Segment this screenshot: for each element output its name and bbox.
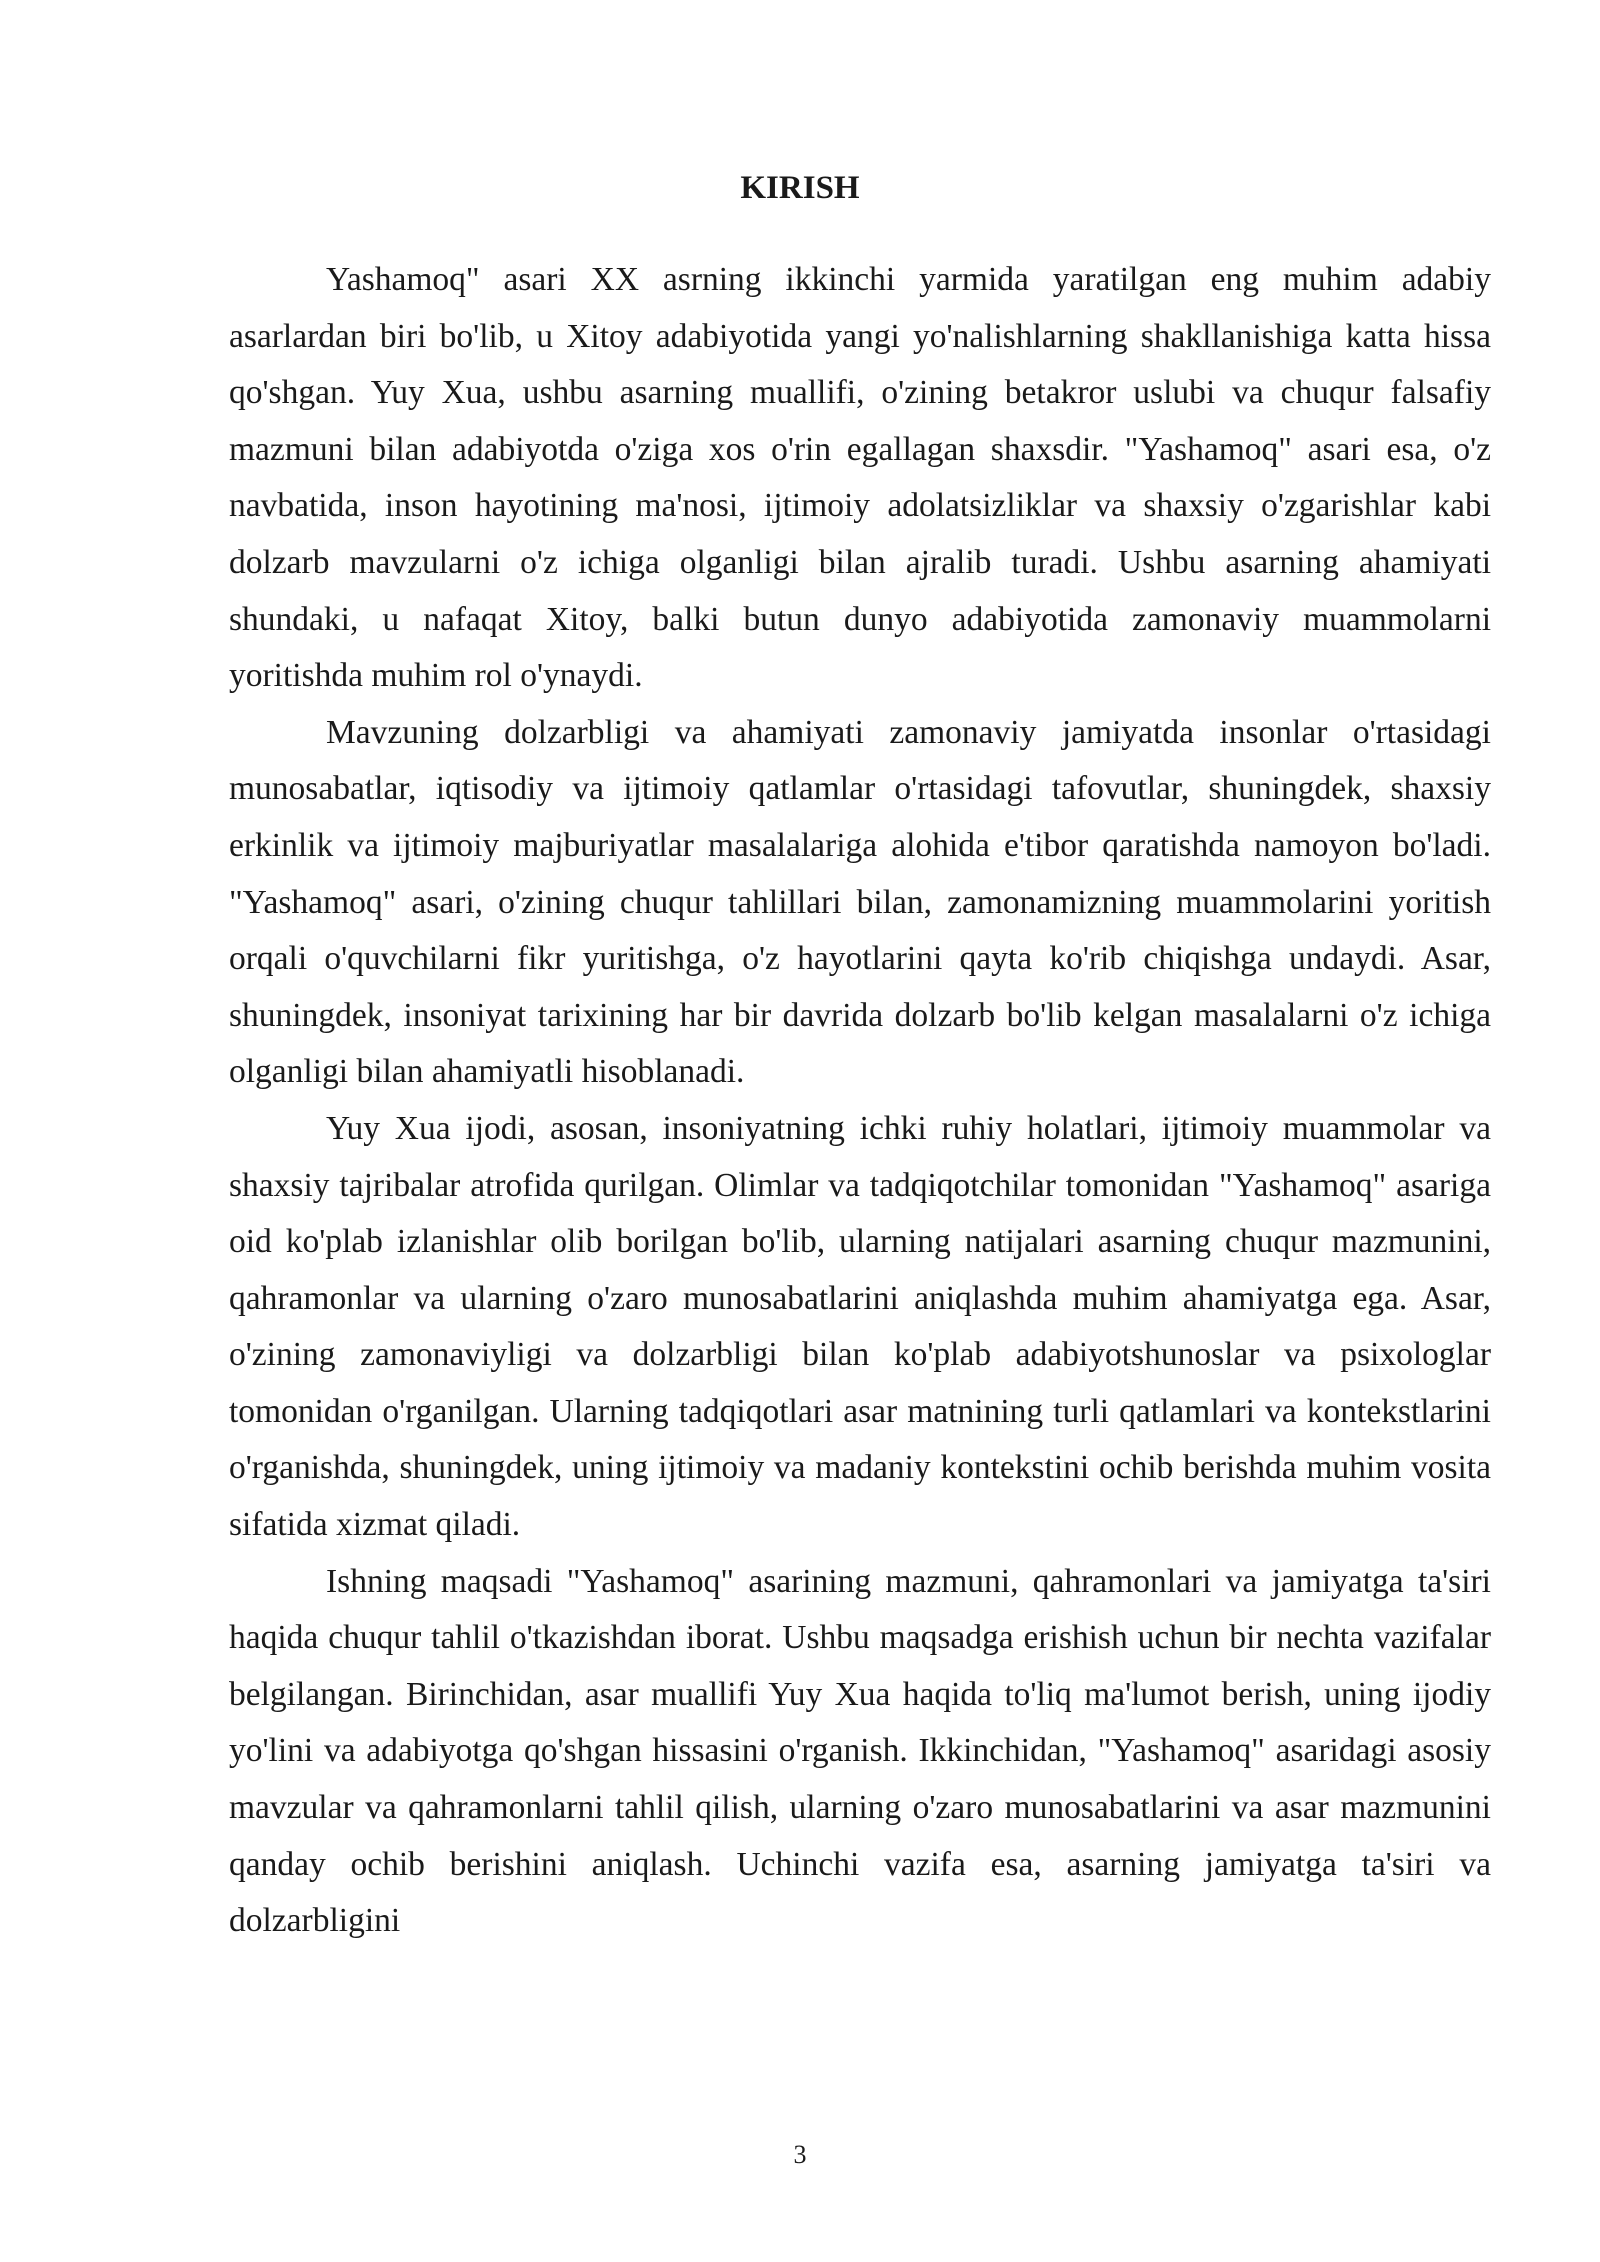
document-body [229, 252, 1491, 1950]
page-number: 3 [793, 2140, 807, 2169]
paragraph-intro: Yashamoq" asari XX asrning ikkinchi yarmida yaratilgan eng muhim adabiy asarlardan biri bo'lib, u Xitoy adabiyotida yangi yo'nalishlarning shakllanishiga katta hissa qo'shgan. Yuy Xua, ushbu asarning muallifi, o'zining betakror uslubi va chuqur falsafiy mazmuni bilan adabiyotda o'ziga xos o'rin egallagan shaxsdir. "Yashamoq" asari esa, o'z navbatida, inson hayotining ma'nosi, ijtimoiy adolatsizliklar va shaxsiy o'zgarishlar kabi dolzarb mavzularni o'z ichiga olganligi bilan ajralib turadi. Ushbu asarning ahamiyati shundaki, u nafaqat Xitoy, balki butun dunyo adabiyotida zamonaviy muammolarni yoritishda muhim rol o'ynaydi. [229, 261, 1491, 695]
paragraph-goal: Ishning maqsadi "Yashamoq" asarining mazmuni, qahramonlari va jamiyatga ta'siri haqida chuqur tahlil o'tkazishdan iborat. Ushbu maqsadga erishish uchun bir nechta vazifalar belgilangan. Birinchidan, asar muallifi Yuy Xua haqida to'liq ma'lumot berish, uning ijodiy yo'lini va adabiyotga qo'shgan hissasini o'rganish. Ikkinchidan, "Yashamoq" asaridagi asosiy mavzular va qahramonlarni tahlil qilish, ularning o'zaro munosabatlarini va asar mazmunini qanday ochib berishini aniqlash. Uchinchi vazifa esa, asarning jamiyatga ta'siri va dolzarbligini [229, 1562, 1491, 1940]
paragraph-author-work: Yuy Xua ijodi, asosan, insoniyatning ichki ruhiy holatlari, ijtimoiy muammolar va shaxsiy tajribalar atrofida qurilgan. Olimlar va tadqiqotchilar tomonidan "Yashamoq" asariga oid ko'plab izlanishlar olib borilgan bo'lib, ularning natijalari asarning chuqur mazmunini, qahramonlar va ularning o'zaro munosabatlarini aniqlashda muhim ahamiyatga ega. Asar, o'zining zamonaviyligi va dolzarbligi bilan ko'plab adabiyotshunoslar va psixologlar tomonidan o'rganilgan. Ularning tadqiqotlari asar matnining turli qatlamlari va kontekstlarini o'rganishda, shuningdek, uning ijtimoiy va madaniy kontekstini ochib berishda muhim vosita sifatida xizmat qiladi. [229, 1109, 1491, 1544]
page-title: KIRISH [740, 170, 860, 206]
paragraph-relevance: Mavzuning dolzarbligi va ahamiyati zamonaviy jamiyatda insonlar o'rtasidagi munosabatlar, iqtisodiy va ijtimoiy qatlamlar o'rtasidagi tafovutlar, shuningdek, shaxsiy erkinlik va ijtimoiy majburiyatlar masalalariga alohida e'tibor qaratishda namoyon bo'ladi. "Yashamoq" asari, o'zining chuqur tahlillari bilan, zamonamizning muammolarini yoritish orqali o'quvchilarni fikr yuritishga, o'z hayotlarini qayta ko'rib chiqishga undaydi. Asar, shuningdek, insoniyat tarixining har bir davrida dolzarb bo'lib kelgan masalalarni o'z ichiga olganligi bilan ahamiyatli hisoblanadi. [229, 713, 1491, 1091]
